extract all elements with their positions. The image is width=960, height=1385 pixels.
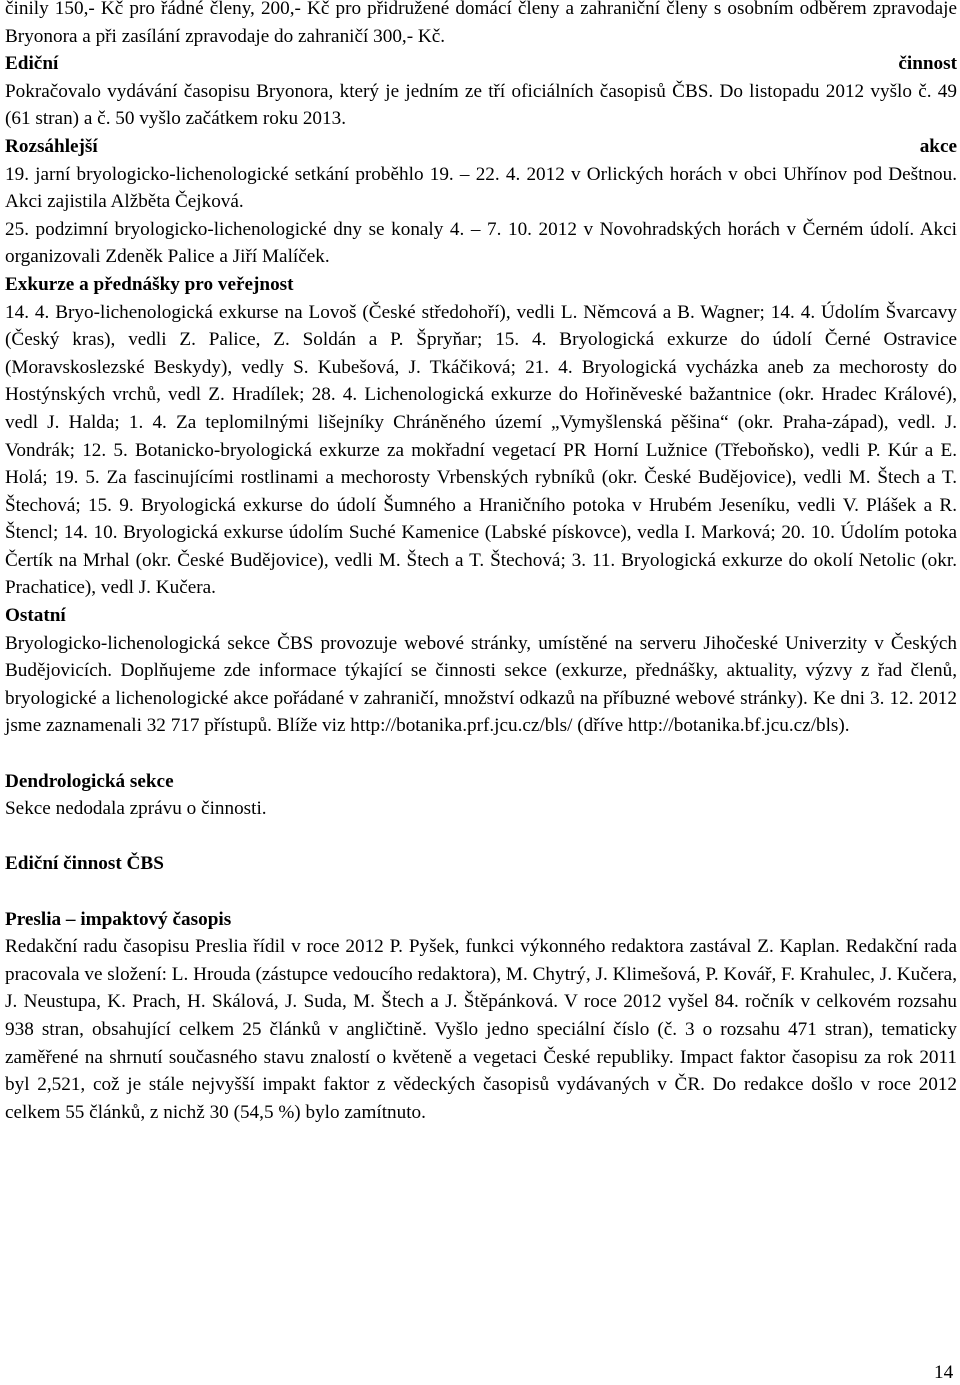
edicni-cinnost-heading <box>5 50 957 78</box>
autumn-meeting-text: 25. podzimní bryologicko-lichenologické dny se konaly 4. – 7. 10. 2012 v Novohradských horách v Černém údolí. Akci organizovali Zdeněk Palice a Jiří Malíček. <box>5 218 957 268</box>
page-number: 14 <box>934 1362 954 1383</box>
membership-fees-paragraph: činily 150,- Kč pro řádné členy, 200,- Kč pro přidružené domácí členy a zahraniční členy s osobním odběrem zpravodaje Bryonora a při zasílání zpravodaje do zahraničí 300,- Kč. <box>5 0 957 47</box>
preslia-text: Redakční radu časopisu Preslia řídil v roce 2012 P. Pyšek, funkci výkonného redaktora zastával Z. Kaplan. Redakční rada pracovala ve složení: L. Hrouda (zástupce vedoucího redaktora), M. Chytrý, J. Klimešová, P. Kovář, F. Krahulec, J. Kučera, J. Neustupa, K. Prach, H. Skálová, J. Suda, M. Štech a J. Štěpánková. V roce 2012 vyšel 84. ročník v celkovém rozsahu 938 stran, obsahující celkem 25 článků v angličtině. Vyšlo jedno speciální číslo (č. 3 o rozsahu 471 stran), tematicky zaměřené na shrnutí současného stavu znalostí o květeně a vegetaci České republiky. Impact faktor časopisu za rok 2011 byl 2,521, což je stále nejvyšší impakt faktor z vědeckých časopisů vydávaných v ČR. Do redakce došlo v roce 2012 celkem 55 článků, z nichž 30 (54,5 %) bylo zamítnuto. <box>5 936 957 1123</box>
edicni-heading-left: Ediční <box>5 53 59 75</box>
ostatni-heading: Ostatní <box>5 605 66 627</box>
exkurze-text: 14. 4. Bryo-lichenologická exkurse na Lovoš (České středohoří), vedli L. Němcová a B. Wagner; 14. 4. Údolím Švarcavy (Český kras), vedli Z. Palice, Z. Soldán a P. Špryňar; 15. 4. Bryologická exkurze do údolí Černé Ostravice (Moravskoslezské Beskydy), vedly S. Kubešová, J. Tkáčiková; 21. 4. Bryologická vycházka aneb za mechorosty do Hostýnských vrchů, vedl Z. Hradílek; 28. 4. Lichenologická exkurze do Hořiněveské bažantnice (okr. Hradec Králové), vedl J. Halda; 1. 4. Za teplomilnými lišejníky Chráněného území „Vymyšlenská pěšina“ (okr. Praha-západ), vedl. J. Vondrák; 12. 5. Botanicko-bryologická exkurze za mokřadní vegetací PR Horní Lužnice (Třeboňsko), vedli P. Kúr a E. Holá; 19. 5. Za fascinujícími rostlinami a mechorosty Vrbenských rybníků (okr. České Budějovice), vedli M. Štech a T. Štechová; 15. 9. Bryologická exkurse do údolí Šumného a Hraničního potoka v Hrubém Jeseníku, vedli V. Plášek a R. Štencl; 14. 10. Bryologická exkurse údolím Suché Kamenice (Labské pískovce), vedla I. Marková; 20. 10. Údolím potoka Čertík na Mrhal (okr. České Budějovice), vedli M. Štech a T. Štechová; 3. 11. Bryologická exkurze do okolí Netolic (okr. Prachatice), vedl J. Kučera. <box>5 301 957 599</box>
rozsahlejsi-heading-right: akce <box>919 135 957 157</box>
dendrologicka-sekce-text: Sekce nedodala zprávu o činnosti. <box>5 798 267 820</box>
page-content <box>5 0 957 1126</box>
rozsahlejsi-akce-heading <box>5 133 957 161</box>
spring-meeting-text: 19. jarní bryologicko-lichenologické setkání proběhlo 19. – 22. 4. 2012 v Orlických horách v obci Uhřínov pod Deštnou. Akci zajistila Alžběta Čejková. <box>5 163 957 213</box>
edicni-heading-right: činnost <box>898 53 957 75</box>
dendrologicka-sekce-heading: Dendrologická sekce <box>5 770 174 792</box>
edicni-cinnost-cbs-heading: Ediční činnost ČBS <box>5 853 164 875</box>
rozsahlejsi-heading-left: Rozsáhlejší <box>5 135 98 157</box>
ostatni-text: Bryologicko-lichenologická sekce ČBS provozuje webové stránky, umístěné na serveru Jihočeské Univerzity v Českých Budějovicích. Doplňujeme zde informace týkající se činnosti sekce (exkurze, přednášky, aktuality, výzvy z řad členů, bryologické a lichenologické akce pořádané v zahraničí, množství odkazů na příbuzné webové stránky). Ke dni 3. 12. 2012 jsme zaznamenali 32 717 přístupů. Blíže viz http://botanika.prf.jcu.cz/bls/ (dříve http://botanika.bf.jcu.cz/bls). <box>5 632 957 737</box>
edicni-cinnost-text: Pokračovalo vydávání časopisu Bryonora, který je jedním ze tří oficiálních časopisů ČBS. Do listopadu 2012 vyšlo č. 49 (61 stran) a č. 50 vyšlo začátkem roku 2013. <box>5 80 957 130</box>
preslia-heading: Preslia – impaktový časopis <box>5 908 232 930</box>
exkurze-heading: Exkurze a přednášky pro veřejnost <box>5 273 294 295</box>
